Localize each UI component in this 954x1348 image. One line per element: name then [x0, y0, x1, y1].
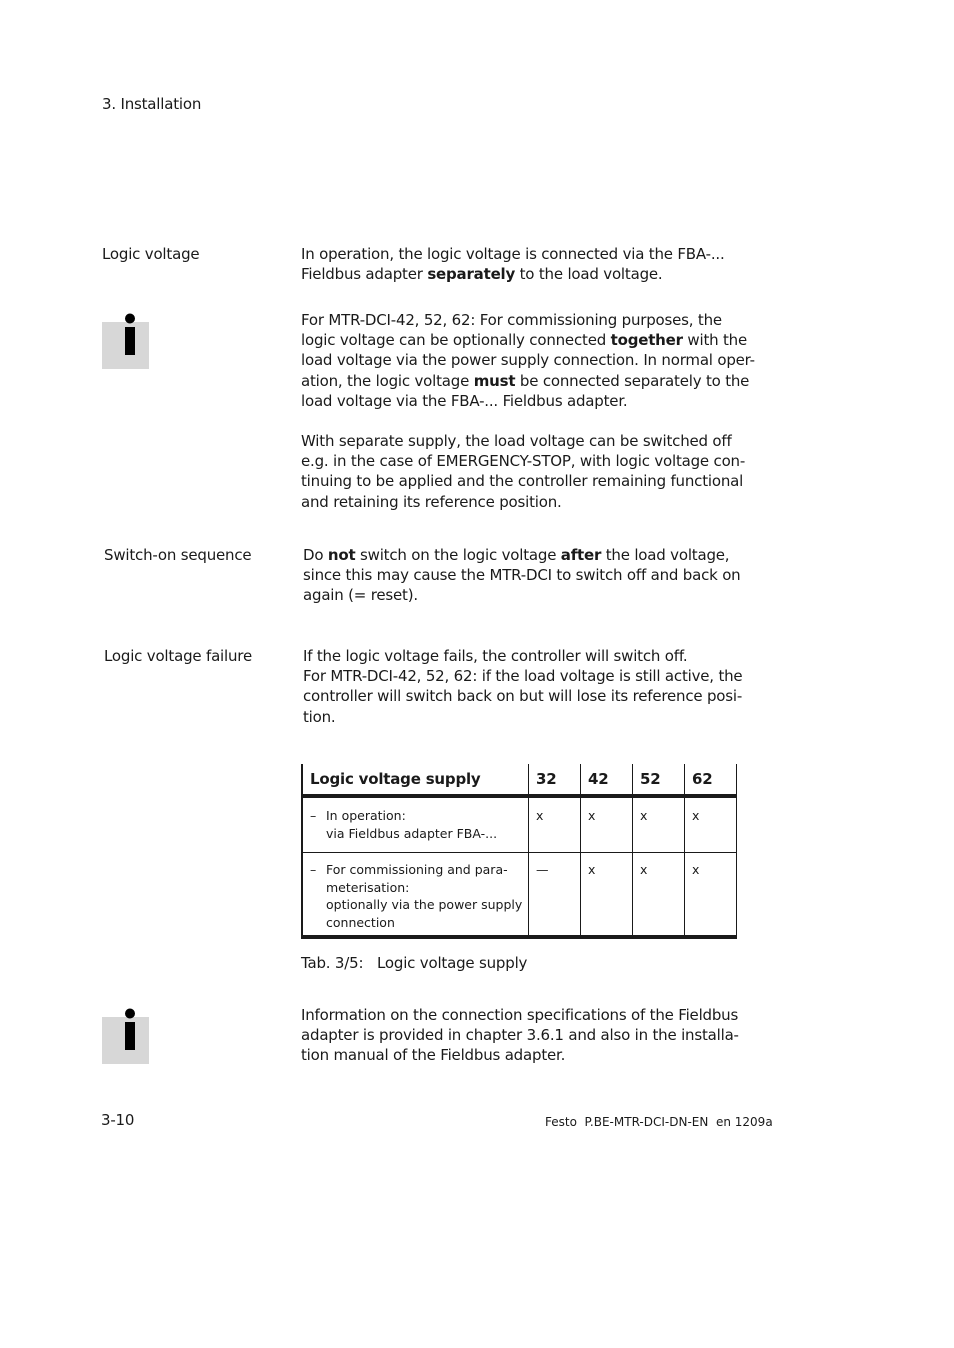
margin-label-switch-on-sequence: Switch-on sequence [104, 546, 252, 564]
table-cell: x [685, 853, 737, 938]
logic-voltage-supply-table [301, 764, 737, 939]
table-cell: x [685, 796, 737, 853]
section-header: 3. Installation [102, 95, 202, 113]
table-header-cell: 32 [529, 764, 581, 796]
table-cell: x [633, 853, 685, 938]
info-glyph [102, 1007, 149, 1064]
table-cell: x [633, 796, 685, 853]
table-cell: – In operation: via Fieldbus adapter FBA-... [302, 796, 529, 853]
paragraph-fieldbus-info: Information on the connection specifications of the Fieldbus adapter is provided in chapter 3.6.1 and also in the installa- tion manual of the Fieldbus adapter. [301, 1006, 739, 1065]
table-header-cell: 42 [581, 764, 633, 796]
table-cell: x [529, 796, 581, 853]
table-header-cell: 52 [633, 764, 685, 796]
paragraph-separate-supply: With separate supply, the load voltage can be switched off e.g. in the case of EMERGENCY-STOP, with logic voltage con- tinuing to be applied and the controller remaining functional and retaining its reference position. [301, 432, 746, 511]
dash-bullet: – [310, 862, 317, 877]
paragraph-logic-voltage: In operation, the logic voltage is connected via the FBA-... Fieldbus adapter separately to the load voltage. [301, 245, 725, 284]
margin-label-logic-voltage: Logic voltage [102, 245, 200, 263]
dash-bullet: – [310, 808, 317, 823]
paragraph-commissioning: For MTR-DCI-42, 52, 62: For commissioning purposes, the logic voltage can be optionally connected together with the load voltage via the power supply connection. In normal oper- ation, the logic voltage must be connected separately to the load voltage via the FBA-... Fieldbus adapter. [301, 311, 755, 410]
info-glyph [102, 312, 149, 369]
table-row [302, 796, 737, 853]
table-cell: — [529, 853, 581, 938]
table-header-cell: Logic voltage supply [302, 764, 529, 796]
table-cell: x [581, 853, 633, 938]
table-cell: x [581, 796, 633, 853]
table-header-row [302, 764, 737, 796]
table-header-cell: 62 [685, 764, 737, 796]
table-caption: Tab. 3/5: Logic voltage supply [301, 954, 528, 972]
document-reference: Festo P.BE-MTR-DCI-DN-EN en 1209a [545, 1115, 773, 1129]
page-number: 3-10 [101, 1111, 135, 1129]
margin-label-logic-voltage-failure: Logic voltage failure [104, 647, 252, 665]
table-row [302, 853, 737, 938]
paragraph-switch-on-sequence: Do not switch on the logic voltage after the load voltage, since this may cause the MTR-DCI to switch off and back on again (= reset). [303, 546, 741, 605]
table-cell: – For commissioning and para- meterisation: optionally via the power supply connection [302, 853, 529, 938]
paragraph-logic-voltage-failure: If the logic voltage fails, the controller will switch off. For MTR-DCI-42, 52, 62: if the load voltage is still active, the controller will switch back on but will lose its reference posi- tion. [303, 647, 743, 726]
